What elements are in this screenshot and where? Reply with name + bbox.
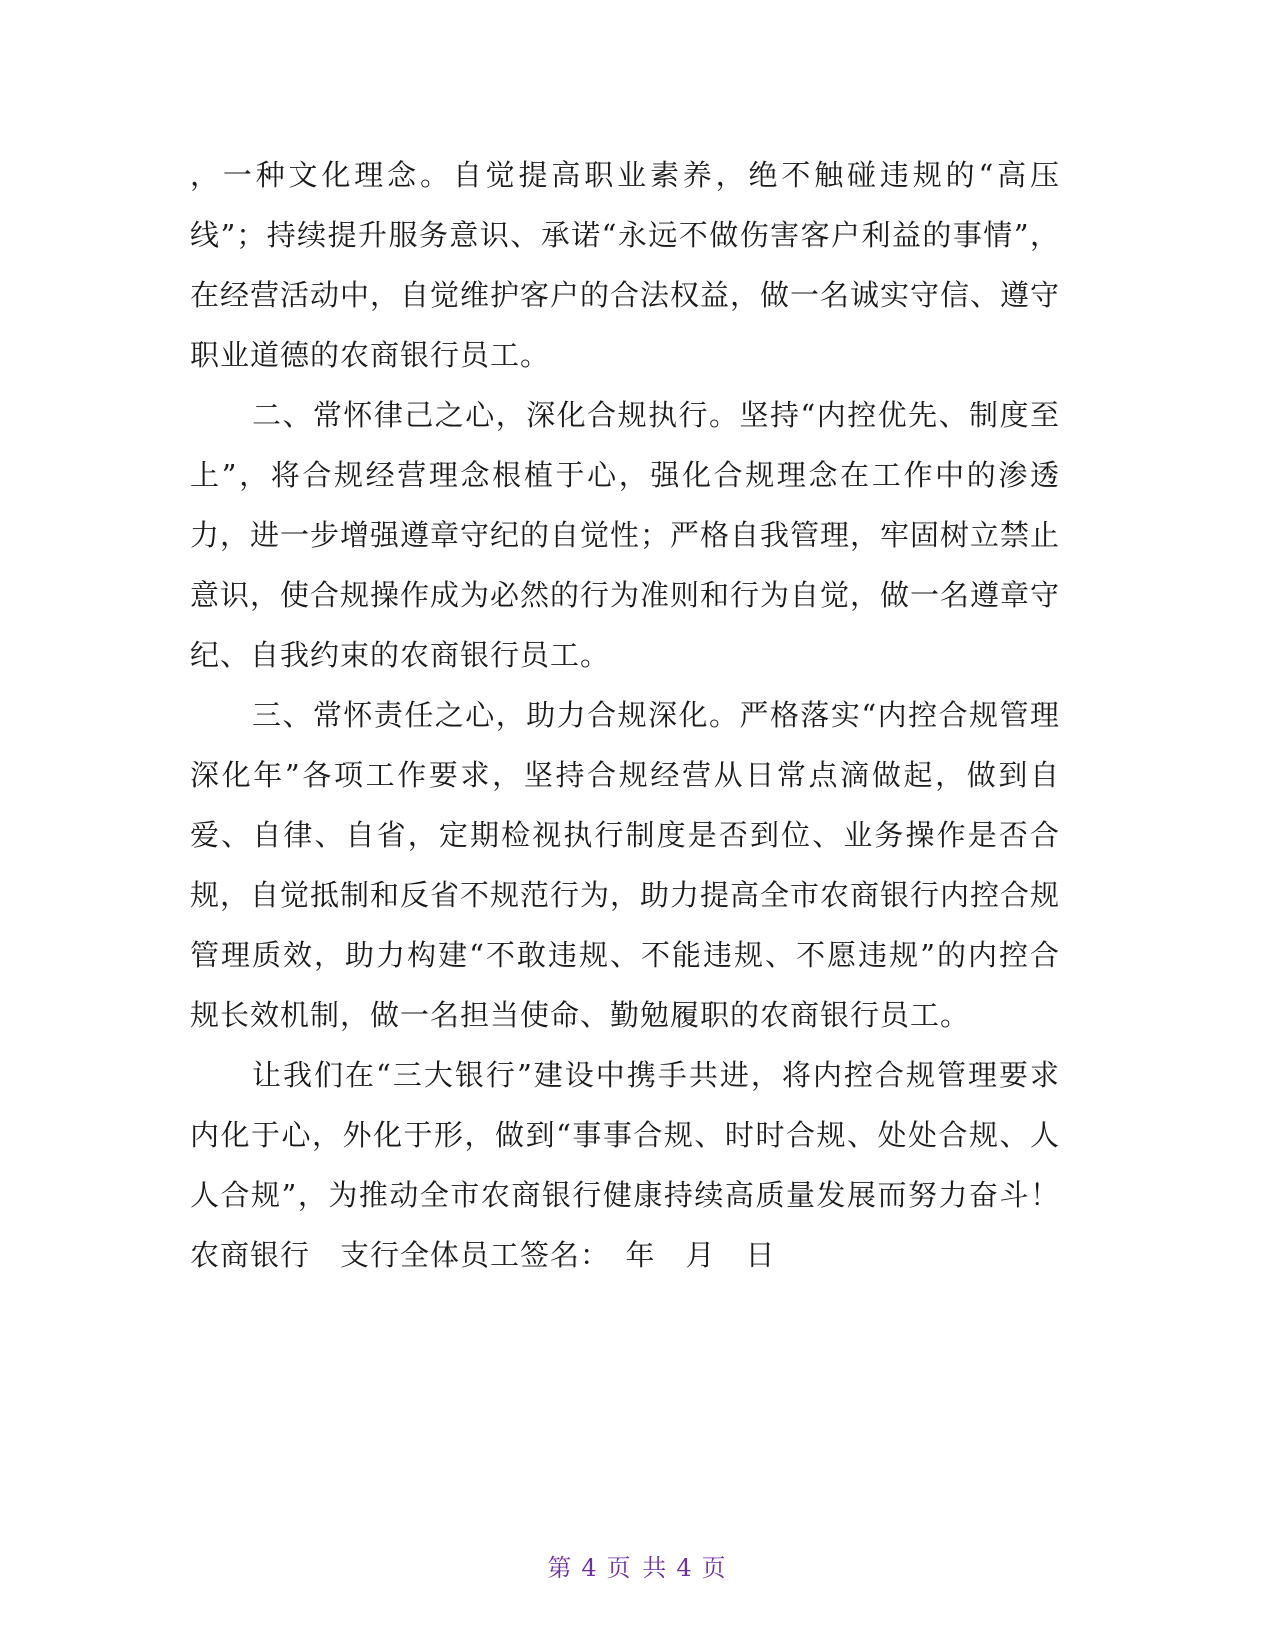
- footer-current-page: 4: [581, 1554, 599, 1582]
- footer-middle: 页 共: [606, 1554, 669, 1582]
- footer-prefix: 第: [547, 1554, 574, 1582]
- paragraph-continuation: ，一种文化理念。自觉提高职业素养，绝不触碰违规的“高压线”；持续提升服务意识、承诺“永远不做伤害客户利益的事情”，在经营活动中，自觉维护客户的合法权益，做一名诚实守信、遵守职业道德的农商银行员工。: [190, 158, 1061, 372]
- document-body: [190, 145, 1091, 1285]
- footer-total-pages: 4: [676, 1554, 694, 1582]
- paragraph-section-three: 三、常怀责任之心，助力合规深化。严格落实“内控合规管理深化年”各项工作要求，坚持合规经营从日常点滴做起，做到自爱、自律、自省，定期检视执行制度是否到位、业务操作是否合规，自觉抵制和反省不规范行为，助力提高全市农商银行内控合规管理质效，助力构建“不敢违规、不能违规、不愿违规”的内控合规长效机制，做一名担当使命、勤勉履职的农商银行员工。: [190, 698, 1061, 1032]
- paragraph-section-two: 二、常怀律己之心，深化合规执行。坚持“内控优先、制度至上”，将合规经营理念根植于心，强化合规理念在工作中的渗透力，进一步增强遵章守纪的自觉性；严格自我管理，牢固树立禁止意识，使合规操作成为必然的行为准则和行为自觉，做一名遵章守纪、自我约束的农商银行员工。: [190, 398, 1061, 672]
- paragraph-closing: 让我们在“三大银行”建设中携手共进，将内控合规管理要求内化于心，外化于形，做到“事事合规、时时合规、处处合规、人人合规”，为推动全市农商银行健康持续高质量发展而努力奋斗！ 农商银行 支行全体员工签名： 年 月 日: [190, 1058, 1091, 1272]
- page-footer: [0, 1548, 1275, 1583]
- footer-suffix: 页: [701, 1554, 728, 1582]
